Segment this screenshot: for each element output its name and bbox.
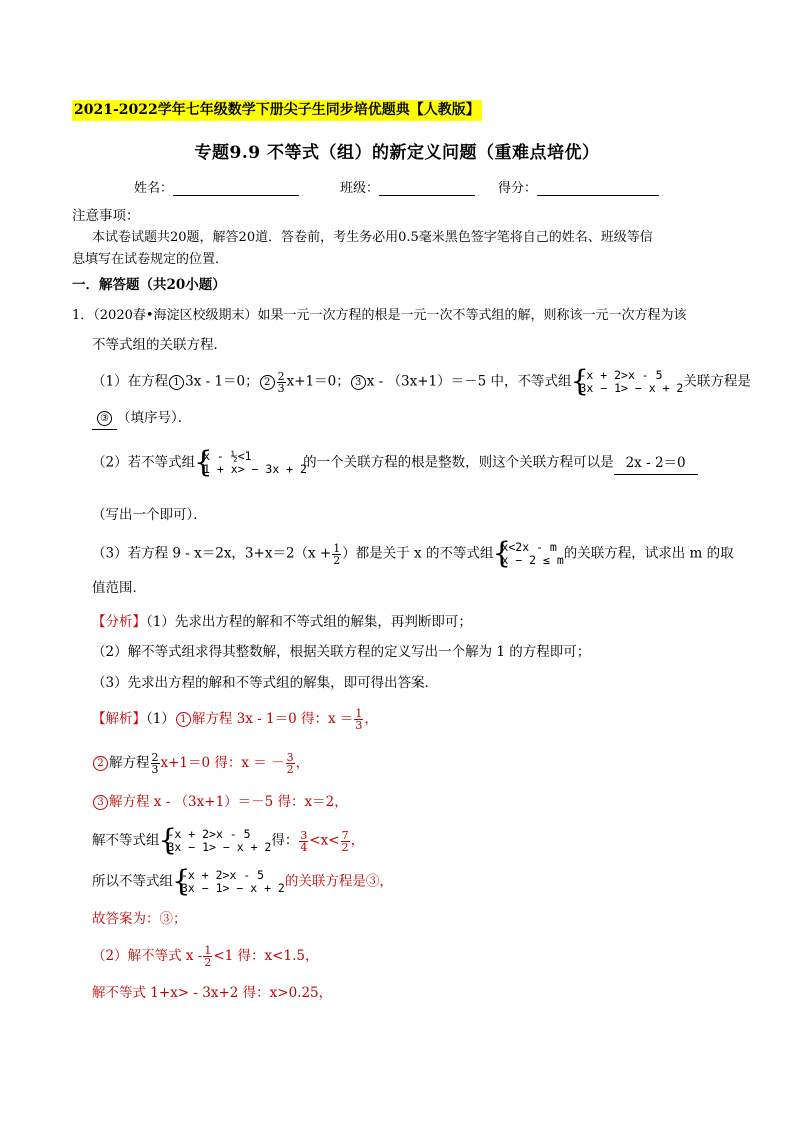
fraction-2-3: $\frac{2}{3}$ bbox=[277, 369, 285, 395]
q1-part1-answer-row: ③ （填序号）． bbox=[92, 407, 191, 430]
solution-line-5: 所以不等式组 { -x + 2>x - 5 3x − 1> − x + 2 的关联方程是③， bbox=[92, 869, 393, 895]
q1-stem-line-1: 1．（2020春•海淀区校级期末）如果一元一次方程的根是一元一次不等式组的解，则称该一元一次方程为该 bbox=[72, 308, 687, 323]
inequality-system-c: { x<2x - m x − 2 ≤ m bbox=[493, 541, 563, 567]
header-banner: 2021-2022学年七年级数学下册尖子生同步培优题典【人教版】 bbox=[72, 100, 482, 121]
solution-label: 【解析】 bbox=[92, 711, 146, 727]
section-heading: 一．解答题（共20小题） bbox=[72, 277, 226, 293]
analysis-line-2: （2）解不等式组求得其整数解，根据关联方程的定义写出一个解为 1 的方程即可； bbox=[92, 644, 591, 660]
score-underline[interactable] bbox=[537, 181, 659, 196]
answer-blank-2[interactable]: 2x - 2＝0 bbox=[614, 452, 698, 475]
score-field[interactable] bbox=[498, 177, 659, 196]
circled-1: 1 bbox=[169, 375, 184, 390]
analysis-line-1: 【分析】（1）先求出方程的解和不等式组的解集，再判断即可； bbox=[92, 614, 472, 630]
class-underline[interactable] bbox=[379, 181, 475, 196]
solution-line-6: 故答案为：③； bbox=[92, 911, 187, 927]
q1-part3-tail: 值范围． bbox=[92, 580, 146, 596]
q1-part2: （2）若不等式组 { x - ½<1 1 + x> − 3x + 2 的一个关联方程的根是整数，则这个关联方程可以是 2x - 2＝0 bbox=[92, 450, 698, 476]
notes-heading: 注意事项： bbox=[72, 208, 140, 224]
fraction-3-4: $\frac{3}{4}$ bbox=[300, 828, 308, 854]
name-field[interactable] bbox=[134, 177, 299, 196]
solution-line-3: 3 解方程 x - （3x+1）＝－5 得：x＝2， bbox=[92, 791, 348, 813]
circled-3: 3 bbox=[351, 375, 366, 390]
solution-line-7: （2）解不等式 x - $\frac{1}{2}$ <1 得：x<1.5， bbox=[92, 944, 319, 969]
score-label: 得分： bbox=[498, 181, 538, 196]
page-title: 专题9.9 不等式（组）的新定义问题（重难点培优） bbox=[194, 143, 600, 163]
q1-stem-line-2: 不等式组的关联方程． bbox=[92, 337, 227, 353]
inequality-system-a: { -x + 2>x - 5 3x − 1> − x + 2 bbox=[571, 369, 683, 395]
class-label: 班级： bbox=[340, 181, 380, 196]
fraction-2-3-b: $\frac{2}{3}$ bbox=[151, 751, 159, 776]
inequality-system-b: { x - ½<1 1 + x> − 3x + 2 bbox=[195, 450, 303, 476]
inequality-system-a-copy-1: { -x + 2>x - 5 3x − 1> − x + 2 bbox=[160, 828, 272, 854]
notes-line-2: 息填写在试卷规定的位置． bbox=[72, 252, 229, 267]
fraction-1-2-b: $\frac{1}{2}$ bbox=[204, 944, 212, 969]
solution-line-1: 【解析】（1） 1 解方程 3x - 1＝0 得：x ＝ $\frac{1}{3}$ ， bbox=[92, 707, 378, 732]
fraction-7-2: $\frac{7}{2}$ bbox=[341, 828, 349, 854]
q1-part2-tail: （写出一个即可）． bbox=[92, 507, 207, 523]
analysis-line-3: （3）先求出方程的解和不等式组的解集，即可得出答案． bbox=[92, 675, 439, 691]
solution-line-2: 2 解方程 $\frac{2}{3}$ x+1＝0 得：x ＝ － $\frac{3}{2}$ ， bbox=[92, 752, 309, 775]
notes-line-1: 本试卷试题共20题，解答20道．答卷前，考生务必用0.5毫米黑色签字笔将自己的姓名、班级等信 bbox=[92, 230, 653, 245]
class-field[interactable] bbox=[340, 177, 475, 196]
name-underline[interactable] bbox=[173, 181, 299, 196]
q1-part1: （1）在方程 1 3x - 1＝0； 2 $\frac{2}{3}$ x+1＝0； 3 x - （3x+1）＝－5 中，不等式组 { -x + 2>x - 5 3x − 1> − x + 2 关联方程是 bbox=[92, 369, 751, 395]
inequality-system-a-copy-2: { -x + 2>x - 5 3x − 1> − x + 2 bbox=[173, 869, 285, 895]
solution-line-4: 解不等式组 { -x + 2>x - 5 3x − 1> − x + 2 得： $\frac{3}{4}$ <x< $\frac{7}{2}$ ， bbox=[92, 828, 364, 854]
analysis-label: 【分析】 bbox=[92, 614, 146, 630]
fraction-1-2: $\frac{1}{2}$ bbox=[333, 541, 341, 567]
answer-blank-1[interactable]: ③ bbox=[92, 407, 117, 430]
circled-2: 2 bbox=[260, 375, 275, 390]
q1-part3: （3）若方程 9 - x＝2x，3+x＝2（x + $\frac{1}{2}$ ）都是关于 x 的不等式组 { x<2x - m x − 2 ≤ m 的关联方程，试求出 m 的取 bbox=[92, 541, 734, 567]
fraction-1-3: $\frac{1}{3}$ bbox=[355, 707, 363, 732]
fraction-3-2: $\frac{3}{2}$ bbox=[286, 751, 294, 776]
solution-line-8: 解不等式 1+x> - 3x+2 得：x>0.25， bbox=[92, 985, 333, 1001]
name-label: 姓名： bbox=[134, 181, 174, 196]
